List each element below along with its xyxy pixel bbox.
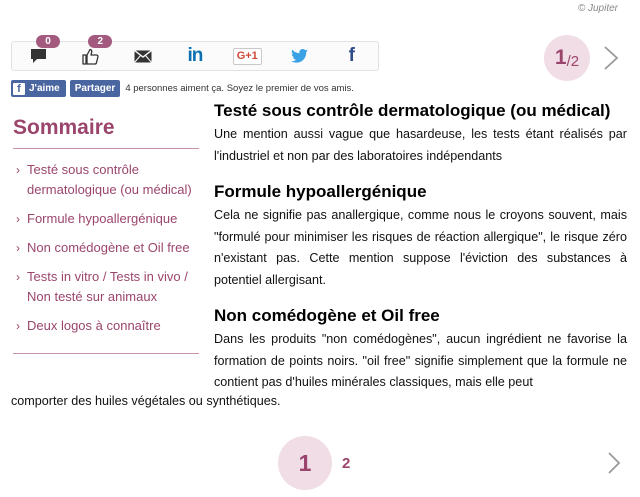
summary-item-hypoallergenic[interactable]: › Formule hypoallergénique: [13, 209, 199, 229]
article-content: [214, 101, 627, 394]
section-body: Une mention aussi vague que hasardeuse, les tests étant réalisés par l'industriel et non par des laboratoires indépendants: [214, 127, 627, 163]
twitter-icon: [291, 49, 308, 63]
current-page: 1: [554, 46, 567, 69]
photo-credit: © Jupiter: [577, 3, 618, 14]
comments-count-badge: 0: [36, 35, 60, 48]
article-section: [214, 306, 627, 394]
likes-count-badge: 2: [88, 35, 112, 48]
summary-item-tests[interactable]: › Tests in vitro / Tests in vivo / Non testé sur animaux: [13, 267, 199, 307]
facebook-share-button-small[interactable]: Partager: [70, 80, 121, 97]
comment-icon: [30, 48, 47, 64]
current-page-bottom: 1: [278, 436, 332, 490]
section-body: Dans les produits "non comédogènes", aucun ingrédient ne favorise la formation de points noirs. "oil free" signifie simplement que la formule ne contient pas d'huiles minérales classiques, mais elle peut: [214, 332, 627, 389]
section-body: Cela ne signifie pas anallergique, comme nous le croyons souvent, mais "formulé pour minimiser les risques de réaction allergique", le risque zéro n'existant pas. Cette mention suppose l'éviction des substances à potentiel allergisant.: [214, 208, 627, 287]
email-icon: [134, 50, 152, 63]
share-bar: [11, 36, 379, 71]
section-title: Testé sous contrôle dermatologique (ou médical): [214, 101, 611, 120]
section-body-continued: comporter des huiles végétales ou synthétiques.: [11, 394, 281, 408]
facebook-like-label: J'aime: [29, 83, 60, 94]
article-section: [214, 182, 627, 291]
email-share-button[interactable]: [117, 42, 169, 70]
page-link-2[interactable]: 2: [342, 454, 351, 472]
next-page-arrow-icon[interactable]: [602, 45, 620, 71]
facebook-logo-icon: f: [13, 83, 25, 95]
summary-item-dermatological[interactable]: › Testé sous contrôle dermatologique (ou médical): [13, 160, 199, 200]
google-plus-share-button[interactable]: [221, 42, 273, 70]
next-page-bottom-arrow-icon[interactable]: [607, 451, 621, 475]
facebook-social-text: 4 personnes aiment ça. Soyez le premier de vos amis.: [125, 83, 354, 94]
article-section: [214, 101, 627, 167]
facebook-icon: f: [348, 45, 355, 66]
thumbs-up-icon: [82, 48, 99, 65]
like-button[interactable]: [64, 36, 116, 70]
section-title: Non comédogène et Oil free: [214, 306, 440, 325]
summary-item-logos[interactable]: › Deux logos à connaître: [13, 316, 199, 336]
linkedin-share-button[interactable]: [169, 42, 221, 70]
linkedin-icon: in: [187, 45, 203, 66]
facebook-social-plugin: [11, 80, 354, 97]
summary-list: [13, 160, 199, 354]
section-title: Formule hypoallergénique: [214, 182, 427, 201]
summary-title: Sommaire: [13, 116, 199, 149]
summary-item-non-comedogenic[interactable]: › Non comédogène et Oil free: [13, 238, 199, 258]
facebook-like-button[interactable]: [11, 80, 66, 97]
bottom-pagination: [278, 436, 350, 490]
page-indicator: [544, 35, 590, 81]
summary-box: [13, 116, 199, 354]
facebook-share-button[interactable]: [326, 42, 378, 70]
total-pages: /2: [566, 52, 580, 70]
google-plus-icon: G+1: [233, 48, 262, 65]
comments-button[interactable]: [12, 36, 64, 70]
twitter-share-button[interactable]: [273, 42, 325, 70]
